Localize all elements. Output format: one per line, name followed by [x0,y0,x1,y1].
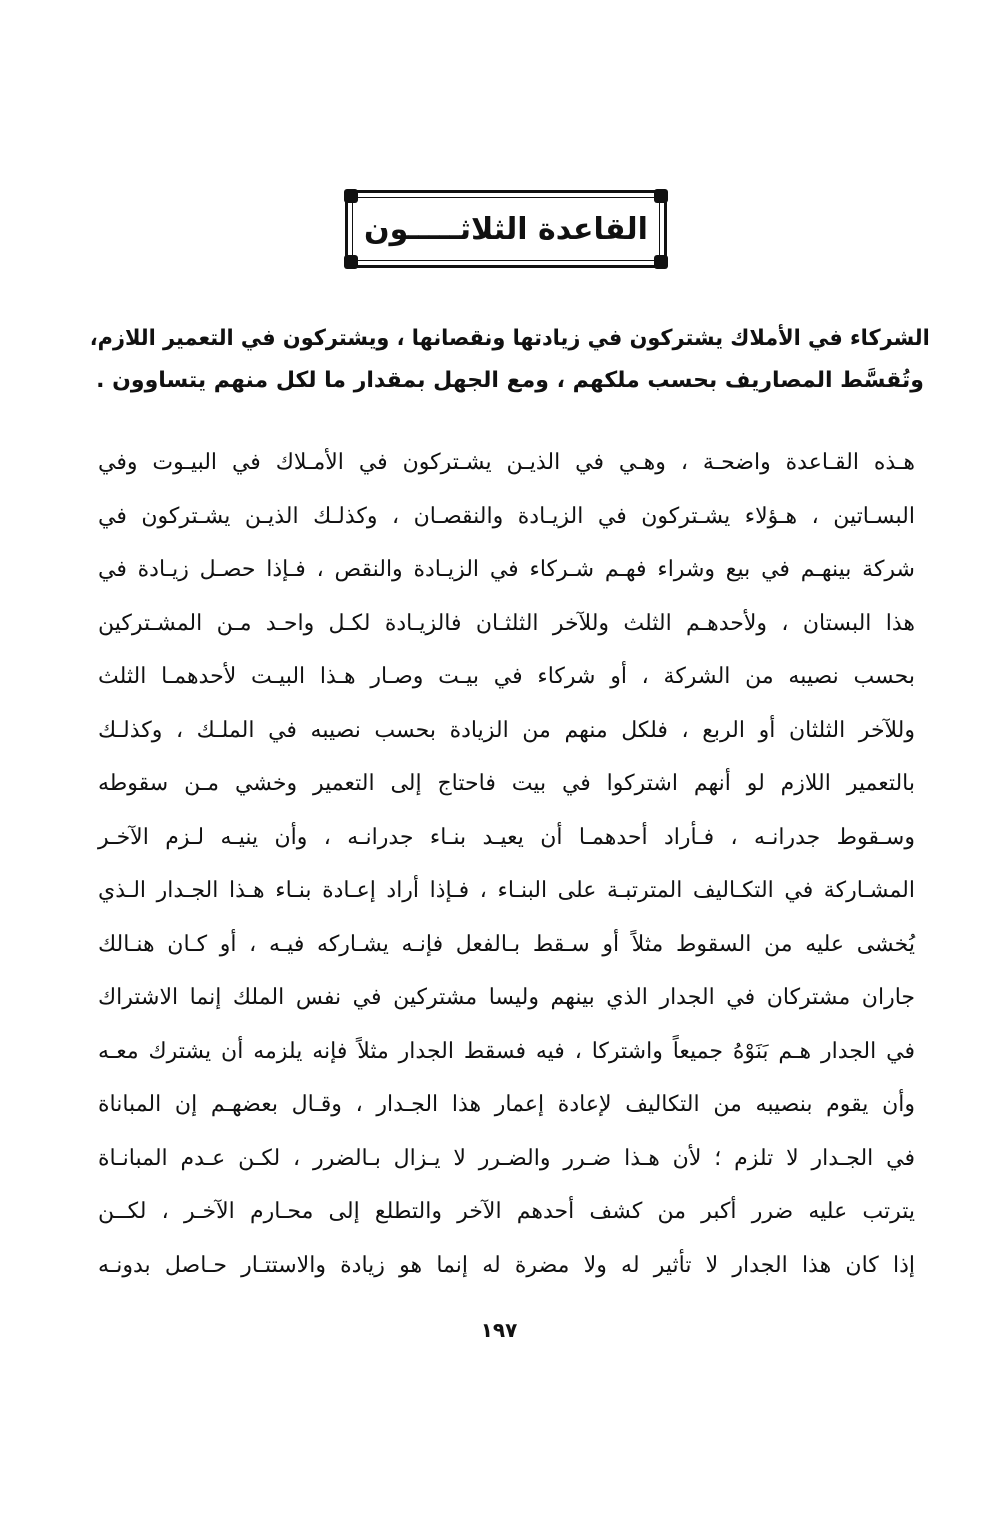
corner-ornament [344,255,358,269]
body-line: وأن يقوم بنصيبه من التكاليف لإعادة إعمار هذا الجـدار ، وقـال بعضهـم إن المباناة [98,1092,915,1117]
body-line: يترتب عليه ضرر أكبر من كشف أحدهم الآخر والتطلع إلى محـارم الآخـر ، لكــن [98,1199,915,1224]
page-number: ١٩٧ [480,1318,518,1342]
body-line: بحسب نصيبه من الشركة ، أو شركاء في بيـت وصـار هـذا البيـت لأحدهمـا الثلث [98,664,915,689]
body-line: البسـاتين ، هـؤلاء يشـتركون في الزيـادة والنقصـان ، وكذلـك الذيـن يشـتركون في [98,503,915,529]
body-line: هـذه القـاعدة واضحـة ، وهـي في الذيـن يشـتركون في الأمـلاك في البيـوت وفي [98,450,915,475]
body-line: وللآخر الثلثان أو الربع ، فلكل منهم من الزيادة بحسب نصيبه في الملـك ، وكذلـك [98,717,915,743]
body-line: في الجدار هـم بَنَوْهُ جميعاً واشتركا ، فيه فسقط الجدار مثلاً فإنه يلزمه أن يشترك معـه [98,1038,915,1064]
body-line: إذا كان هذا الجدار لا تأثير له ولا مضرة له إنما هو زيادة والاستتـار حـاصل بدونـه [98,1252,915,1278]
body-text [98,436,915,1292]
corner-ornament [344,189,358,203]
body-line: يُخشى عليه من السقوط مثلاً أو سـقط بـالفعل فإنـه يشـاركه فيـه ، أو كـان هنـالك [98,931,915,957]
rule-statement [90,318,930,402]
body-line: وسـقوط جدرانـه ، فـأراد أحدهمـا أن يعيـد بنـاء جدرانـه ، وأن ينيـه لـزم الآخـر [98,824,915,850]
body-line: هذا البستان ، ولأحدهـم الثلث وللآخر الثلثـان فالزيـادة لكـل واحـد مـن المشـتركين [98,610,915,636]
rule-statement-line: وتُقسَّط المصاريف بحسب ملكهم ، ومع الجهل بمقدار ما لكل منهم يتساوون . [96,368,924,393]
body-line: جاران مشتركان في الجدار الذي بينهم وليسا مشتركين في نفس الملك إنما الاشتراك [98,985,915,1010]
body-line: المشـاركة في التكـاليف المترتبـة على البنـاء ، فـإذا أراد إعـادة بنـاء هـذا الجـدار الـذي [98,878,915,903]
corner-ornament [654,255,668,269]
body-line: بالتعمير اللازم لو أنهم اشتركوا في بيت فاحتاج إلى التعمير وخشي مـن سقوطه [98,771,915,796]
chapter-title: القاعدة الثلاثـــــون [364,211,648,247]
chapter-title-frame [345,190,667,268]
body-line: شركة بينهـم في بيع وشراء فهـم شـركاء في الزيـادة والنقص ، فـإذا حصـل زيـادة في [98,557,915,582]
rule-statement-line: الشركاء في الأملاك يشتركون في زيادتها ونقصانها ، ويشتركون في التعمير اللازم، [90,326,930,351]
body-line: في الجـدار لا تلزم ؛ لأن هـذا ضـرر والضـرر لا يـزال بـالضرر ، لكـن عـدم المبانـاة [98,1145,915,1171]
corner-ornament [654,189,668,203]
